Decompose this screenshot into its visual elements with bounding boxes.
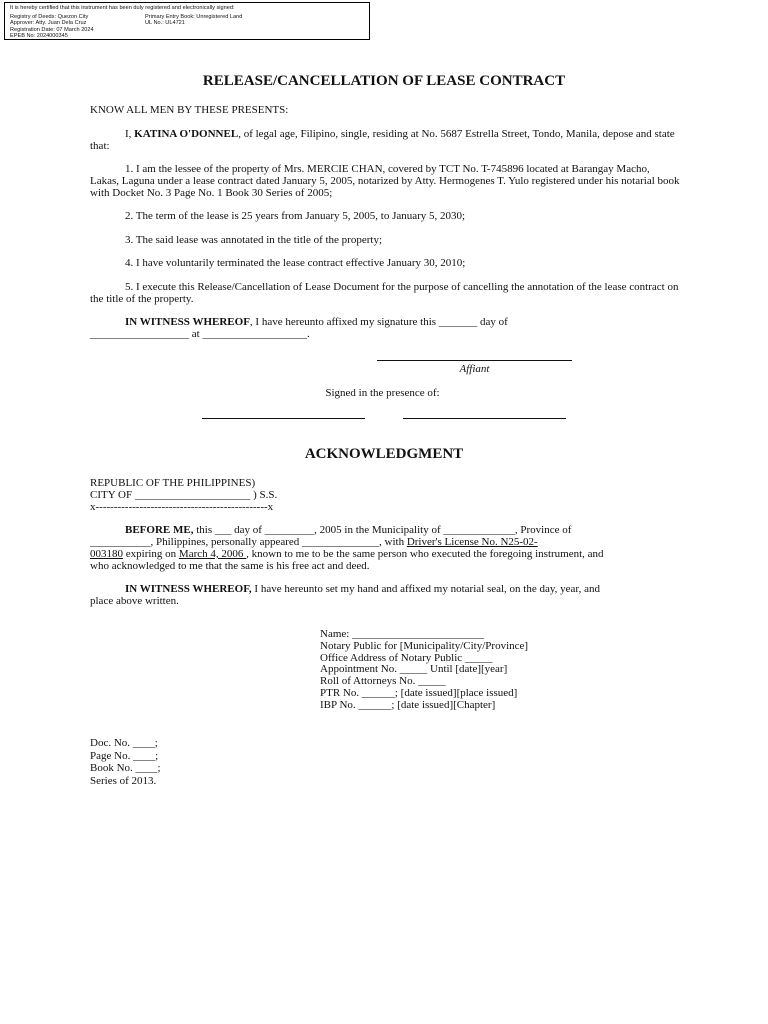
intro-rest: , of legal age, Filipino, single, residing at No. 5687 Estrella Street, Tondo, Manila, depose and state that: xyxy=(90,128,675,152)
stamp-epeb: EPEB No: 2024000345 xyxy=(10,32,68,39)
stamp-date: Registration Date: 07 March 2024 xyxy=(10,26,94,33)
witness-bold: IN WITNESS WHEREOF xyxy=(125,316,250,328)
stamp-certification: It is hereby certified that this instrument has been duly registered and electronically signed: xyxy=(10,5,235,11)
witness-signature-line-1 xyxy=(202,418,365,419)
item-4: 4. I have voluntarily terminated the lease contract effective January 30, 2010; xyxy=(125,257,466,269)
witness-signature-line-2 xyxy=(403,418,566,419)
greeting: KNOW ALL MEN BY THESE PRESENTS: xyxy=(90,104,289,116)
series: Series of 2013. xyxy=(90,774,157,787)
book-no: Book No. ____; xyxy=(90,762,161,774)
item-5: 5. I execute this Release/Cancellation of Lease Document for the purpose of cancelling the annotation of the lease contract on the title of the property. xyxy=(90,281,679,305)
stamp-registry: Registry of Deeds: Quezon City xyxy=(10,14,89,21)
affiant-name: KATINA O'DONNEL xyxy=(134,128,239,140)
notary-ibp: IBP No. ______; [date issued][Chapter] xyxy=(320,698,496,711)
before-text-2: ___________, Philippines, personally appeared ______________, with xyxy=(90,536,407,548)
notary-block xyxy=(320,629,528,712)
before-text-3b: , known to me to be the same person who executed the foregoing instrument, and xyxy=(246,548,604,560)
affiant-signature-line xyxy=(377,360,572,361)
ack-witness-bold: IN WITNESS WHEREOF, xyxy=(125,583,252,595)
item-3: 3. The said lease was annotated in the title of the property; xyxy=(125,234,382,246)
ack-witness-text: I have hereunto set my hand and affixed my notarial seal, on the day, year, and xyxy=(251,583,601,595)
witness-text: , I have hereunto affixed my signature this _______ day of xyxy=(249,316,508,328)
document-title: RELEASE/CANCELLATION OF LEASE CONTRACT xyxy=(202,73,566,89)
license-number-b: 003180 xyxy=(90,548,123,560)
witness-line-2: __________________ at ___________________. xyxy=(90,328,310,340)
stamp-approver: Approver: Atty. Juan Dela Cruz xyxy=(10,20,87,27)
before-line-3 xyxy=(90,548,604,560)
affiant-label: Affiant xyxy=(459,363,490,375)
stamp-entry-book: Primary Entry Book: Unregistered Land xyxy=(145,14,243,21)
stamp-ul-no: UL No.: UL4721 xyxy=(145,20,185,27)
notary-appointment: Appointment No. _____ Until [date][year] xyxy=(320,663,508,676)
notary-public-for: Notary Public for [Municipality/City/Province] xyxy=(320,639,529,652)
license-number-a: Driver's License No. N25-02- xyxy=(406,536,538,548)
notarial-register-block xyxy=(90,737,161,787)
intro-paragraph xyxy=(90,128,680,152)
before-line-1 xyxy=(125,524,571,536)
page-no: Page No. ____; xyxy=(90,749,159,762)
before-text-3a: expiring on xyxy=(123,548,179,560)
separator-line: x-----------------------------------------------x xyxy=(90,501,274,513)
acknowledgment-title: ACKNOWLEDGMENT xyxy=(304,446,464,462)
city-line: CITY OF _____________________ ) S.S. xyxy=(90,489,278,501)
ack-witness-line-1 xyxy=(125,583,600,595)
item-1: 1. I am the lessee of the property of Mrs. MERCIE CHAN, covered by TCT No. T-745896 located at Barangay Macho, Lakas, Laguna under a lease contract dated January 5, 2005, notarized by Atty. Hermogenes T. Yulo registered under his notarial book with Docket No. 3 Page No. 1 Book 30 Series of 2005; xyxy=(90,163,680,199)
before-text-1: this ___ day of _________, 2005 in the Municipality of _____________, Province of xyxy=(193,524,572,536)
before-line-2 xyxy=(90,536,538,548)
intro-prefix: I, xyxy=(125,128,135,140)
item-2: 2. The term of the lease is 25 years from January 5, 2005, to January 5, 2030; xyxy=(125,210,466,222)
notary-ptr: PTR No. ______; [date issued][place issued] xyxy=(320,686,518,699)
notary-office-address: Office Address of Notary Public _____ xyxy=(320,651,493,664)
license-expiry: March 4, 2006 xyxy=(178,548,247,560)
notary-name: Name: ________________________ xyxy=(320,628,485,640)
witness-line-1 xyxy=(125,316,508,328)
doc-no: Doc. No. ____; xyxy=(90,737,158,749)
before-line-4: who acknowledged to me that the same is his free act and deed. xyxy=(90,560,370,572)
presence-label: Signed in the presence of: xyxy=(325,387,440,399)
registration-stamp xyxy=(4,2,370,40)
notary-roll: Roll of Attorneys No. _____ xyxy=(320,675,446,688)
ack-witness-line-2: place above written. xyxy=(90,595,179,607)
before-bold: BEFORE ME, xyxy=(125,524,194,536)
republic-line: REPUBLIC OF THE PHILIPPINES) xyxy=(90,477,256,489)
